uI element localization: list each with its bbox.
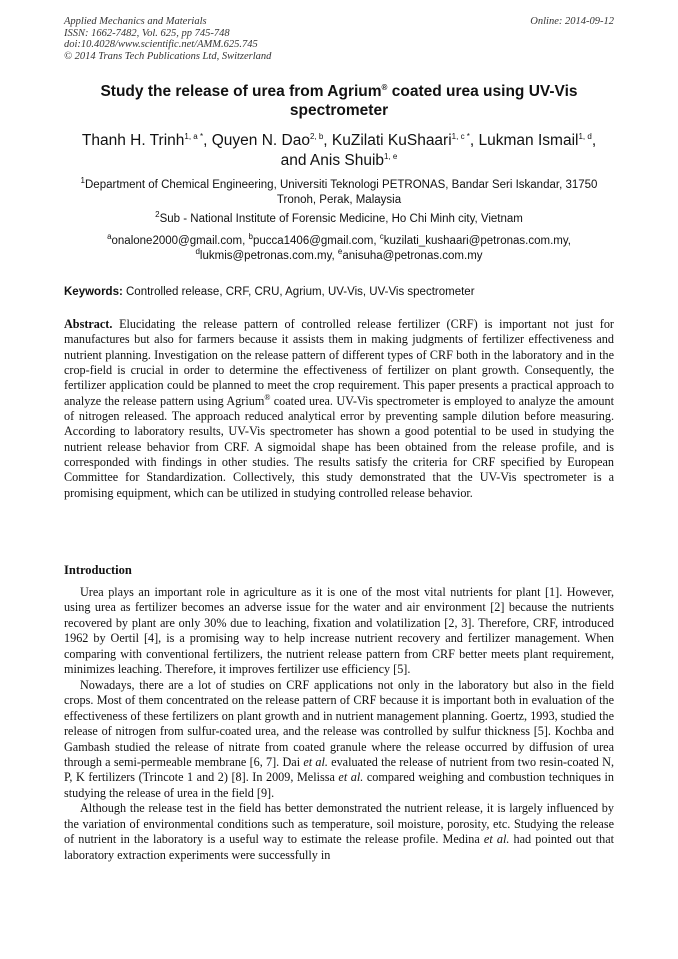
abstract: Abstract. Elucidating the release pattern of controlled release fertilizer (CRF) is important not just for manufactures but also for farmers because it assists them in making judgments of fertilizer effectiveness and nutrient planning. Investigation on the release pattern of different types of CRF both in the laboratory and in the crop-field is crucial in order to determine the effectiveness of fertilizer on plant growth. Consequently, the fertilizer application could be planned to meet the crop requirement. This paper presents a practical approach to analyze the release pattern using Agrium® coated urea. UV-Vis spectrometer is employed to analyze the amount of nitrogen released. The approach reduced analytical error by preventing sample dilution before measuring. According to laboratory results, UV-Vis spectrometer has shown a good potential to be used in studying the nutrient release behavior from CRF. A sigmoidal shape has been obtained from the release profile, and is corresponded with findings in other studies. The results satisfy the criteria for CRF specified by European Committee for Standardization. Collectively, this study demonstrated that the UV-Vis spectrometer is a promising equipment, which can be utilized in studying controlled release behavior. <box>64 317 614 500</box>
author: Quyen N. Dao$^{2, b}$, <box>211 131 332 149</box>
section-heading-introduction: Introduction <box>64 563 132 577</box>
journal-issn: ISSN: 1662-7482, Vol. 625, pp 745-748 <box>64 27 230 39</box>
introduction-body <box>64 585 614 863</box>
abstract-label: Abstract. <box>64 317 113 331</box>
paper-title <box>64 82 614 120</box>
email: $^e$anisuha@petronas.com.my <box>337 246 483 262</box>
email: $^c$kuzilati_kushaari@petronas.com.my, <box>379 232 571 247</box>
journal-name: Applied Mechanics and Materials <box>64 16 207 27</box>
email: $^d$lukmis@petronas.com.my, <box>195 246 338 262</box>
online-date: Online: 2014-09-12 <box>530 16 614 27</box>
title-text-end: coated urea using UV-Vis spectrometer <box>289 83 578 119</box>
affiliation-1: $^1$Department of Chemical Engineering, Universiti Teknologi PETRONAS, Bandar Seri Iskandar, 31750 Tronoh, Perak, Malaysia <box>80 176 598 206</box>
journal-header <box>64 16 271 62</box>
registered-mark: ® <box>381 82 388 92</box>
email-list <box>64 234 614 263</box>
email: $^a$onalone2000@gmail.com, <box>107 232 249 247</box>
keywords <box>64 286 614 298</box>
author: Thanh H. Trinh$^{1, a *}$, <box>81 131 212 149</box>
registered-mark: ® <box>264 392 271 402</box>
author: KuZilati KuShaari$^{1, c *}$, <box>331 131 479 149</box>
paragraph: Urea plays an important role in agriculture as it is one of the most vital nutrients for plant [1]. However, using urea as fertilizer becomes an adverse issue for the water and air environment [2] because the nutrients recovered by plant are only 30% due to leaching, fixation and volatilization [2, 3]. Therefore, CRF, introduced 1962 by Oertil [4], is a promising way to help increase nutrient recovery and fertilizer management. When comparing with conventional fertilizers, the nutrient release pattern from CRF better meets plant requirement, minimizes leaching. Therefore, it improves fertilizer use efficiency [5]. <box>64 585 614 677</box>
author: Lukman Ismail$^{1, d}$, <box>478 131 597 149</box>
title-text: Study the release of urea from Agrium <box>100 83 382 100</box>
journal-copyright: © 2014 Trans Tech Publications Ltd, Switzerland <box>64 50 272 62</box>
journal-doi: doi:10.4028/www.scientific.net/AMM.625.745 <box>64 39 258 50</box>
keywords-label: Keywords: <box>64 286 123 298</box>
email: $^b$pucca1406@gmail.com, <box>248 232 380 247</box>
affiliation-2: $^2$Sub - National Institute of Forensic Medicine, Ho Chi Minh city, Vietnam <box>155 210 523 225</box>
paragraph: Although the release test in the field has better demonstrated the nutrient release, it is largely influenced by the variation of environmental conditions such as temperature, soil moisture, porosity, etc. Studying the release of nutrient in the laboratory is a useful way to estimate the release profile. Medina et al. had pointed out that laboratory extraction experiments were successfully in <box>64 801 614 862</box>
author: and Anis Shuib$^{1, e}$ <box>280 151 398 169</box>
author-list <box>64 131 614 170</box>
paragraph: Nowadays, there are a lot of studies on CRF applications not only in the laboratory but also in the field crops. Most of them concentrated on the release pattern of CRF because it is important both in evaluation of the effectiveness of these fertilizers on plant growth and in nutrient management planning. Goertz, 1993, studied the release of nitrogen from sulfur-coated urea, and the release was controlled by sulfur thickness [5]. Kochba and Gambash studied the release of nitrate from coated granule where the release occurred by diffusion of urea through a semi-permeable membrane [6, 7]. Dai et al. evaluated the release of nutrient from two resin-coated N, P, K fertilizers (Trincote 1 and 2) [8]. In 2009, Melissa et al. compared weighing and combustion techniques in studying the release of urea in the field [9]. <box>64 677 614 800</box>
keywords-text: Controlled release, CRF, CRU, Agrium, UV-Vis, UV-Vis spectrometer <box>122 286 475 298</box>
